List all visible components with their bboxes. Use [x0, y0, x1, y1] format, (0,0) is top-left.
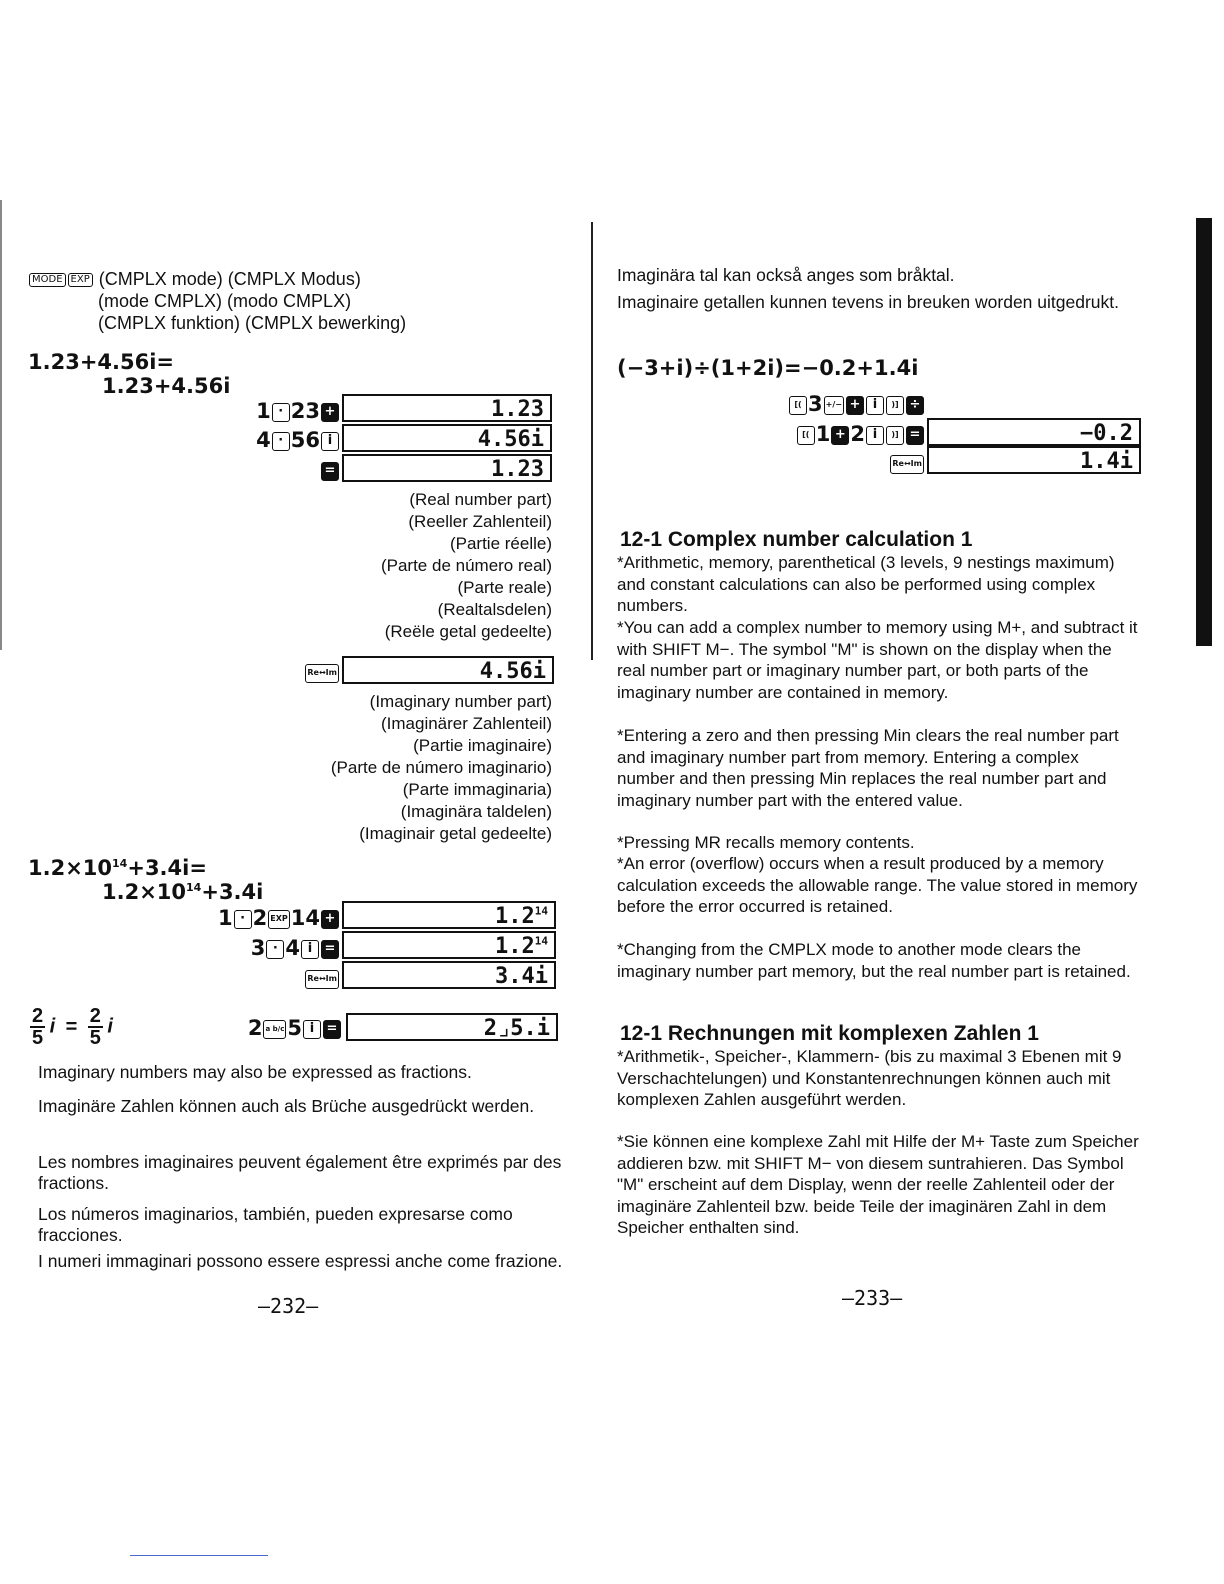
ex4-row2-keys: [( 1 + 2 i )] =: [720, 422, 925, 446]
real-label-it: (Parte reale): [457, 578, 552, 597]
section1-heading: 12-1 Complex number calculation 1: [620, 528, 973, 551]
real-label-en: (Real number part): [409, 490, 552, 509]
plus-key[interactable]: +: [321, 403, 339, 422]
real-label-de: (Reeller Zahlenteil): [408, 512, 552, 531]
ex1-swap-keys: [220, 660, 340, 684]
imag-label-de: (Imaginärer Zahlenteil): [380, 714, 552, 733]
sec1-bullet-5: *An error (overflow) occurs when a result produced by a memory calculation exceeds the allowable range. The value stored in memory before the error occurred is retained.: [617, 854, 1138, 916]
fractions-it: I numeri immaginari possono essere espressi anche come frazione.: [38, 1251, 563, 1271]
ex2-row2-keys: 3 · 4 i =: [160, 936, 340, 960]
example1-expr: 1.23+4.56i: [102, 374, 231, 398]
imag-label-sv: (Imaginära taldelen): [400, 802, 552, 821]
close-paren-key[interactable]: )]: [886, 396, 904, 415]
footer-underline: [130, 1555, 268, 1556]
imag-label-nl: (Imaginair getal gedeelte): [359, 824, 552, 843]
left-edge-mark: [0, 200, 2, 650]
real-label-fr: (Partie réelle): [449, 534, 552, 553]
ex1-row2-keys: 4 · 56 i: [220, 428, 340, 452]
plus-key[interactable]: +: [831, 426, 849, 445]
section2-heading: 12-1 Rechnungen mit komplexen Zahlen 1: [620, 1022, 1039, 1045]
exp-key[interactable]: EXP: [68, 273, 93, 287]
sec1-bullet-6: *Changing from the CMPLX mode to another mode clears the imaginary number part memory, but the real number part is retained.: [617, 940, 1131, 981]
fraction-key[interactable]: a b/c: [263, 1020, 286, 1039]
example4-title: (−3+i)÷(1+2i)=−0.2+1.4i: [617, 356, 919, 380]
real-label-nl: (Reële getal gedeelte): [384, 622, 552, 641]
equals-key[interactable]: =: [321, 462, 339, 481]
intro-nl: Imaginaire getallen kunnen tevens in breuken worden uitgedrukt.: [617, 292, 1119, 312]
i-key[interactable]: i: [303, 1020, 321, 1039]
ex2-display-2: $1.2^{14}$: [342, 931, 556, 959]
close-paren-key[interactable]: )]: [886, 426, 904, 445]
sign-key[interactable]: +/−: [824, 396, 844, 415]
sec2-bullet-1: *Arithmetik-, Speicher-, Klammern- (bis zu maximal 3 Ebenen mit 9 Verschachtelungen) und Konstantenrechnungen können auch mit komplexen Zahlen ausgeführt werden.: [617, 1047, 1122, 1109]
ex3-display: 2⌟5.i: [346, 1013, 558, 1041]
equals-key[interactable]: =: [323, 1020, 341, 1039]
mode-line-3: (CMPLX funktion) (CMPLX bewerking): [98, 313, 407, 333]
ex3-keys: 2 a b/c 5 i =: [200, 1016, 342, 1040]
ex2-display-1: $1.2^{14}$: [342, 901, 556, 929]
ex2-row1-keys: 1 · 2 EXP 14 +: [160, 906, 340, 930]
right-edge-bar: [1196, 218, 1212, 646]
sec1-bullet-4: *Pressing MR recalls memory contents.: [617, 833, 915, 852]
decimal-key[interactable]: ·: [234, 910, 252, 929]
mode-text-1: (CMPLX mode) (CMPLX Modus): [98, 269, 361, 289]
fractions-es: Los números imaginarios, también, pueden expresarse como fracciones.: [38, 1204, 513, 1245]
page-number-right: —233—: [842, 1286, 903, 1310]
example2-expr: $1.2\times 10^{14}+3.4i$: [102, 880, 264, 904]
fractions-de: Imaginäre Zahlen können auch als Brüche ausgedrückt werden.: [38, 1096, 535, 1116]
i-key[interactable]: i: [866, 396, 884, 415]
open-paren-key[interactable]: [(: [789, 396, 807, 415]
sec1-bullet-3: *Entering a zero and then pressing Min clears the real number part and imaginary number part from memory. Entering a complex number and then pressing Min replaces the real number part and imaginary number part with the entered value.: [617, 726, 1119, 810]
page-divider: [591, 222, 593, 660]
mode-line-1: [28, 268, 361, 290]
re-im-key[interactable]: Re↔Im: [305, 970, 339, 989]
equals-key[interactable]: =: [906, 426, 924, 445]
ex4-row1-keys: [( 3 +/− + i )] ÷: [720, 392, 925, 416]
real-label-es: (Parte de número real): [380, 556, 552, 575]
imag-label-fr: (Partie imaginaire): [413, 736, 552, 755]
page-number-left: —232—: [258, 1294, 319, 1318]
ex1-row1-keys: 1 · 23 +: [220, 399, 340, 423]
ex4-row3-keys: [720, 451, 925, 475]
mode-key[interactable]: MODE: [29, 273, 66, 287]
mode-line-2: (mode CMPLX) (modo CMPLX): [98, 291, 352, 311]
fractions-en: Imaginary numbers may also be expressed as fractions.: [38, 1062, 472, 1082]
ex4-display-2: 1.4i: [927, 446, 1141, 474]
i-key[interactable]: i: [301, 940, 319, 959]
sec1-bullet-1: *Arithmetic, memory, parenthetical (3 levels, 9 nestings maximum) and constant calculations can also be performed using complex numbers.: [617, 553, 1115, 615]
plus-key[interactable]: +: [321, 910, 339, 929]
plus-key[interactable]: +: [846, 396, 864, 415]
decimal-key[interactable]: ·: [272, 432, 290, 451]
decimal-key[interactable]: ·: [272, 403, 290, 422]
ex2-display-3: 3.4i: [342, 961, 556, 989]
re-im-key[interactable]: Re↔Im: [305, 664, 339, 683]
example2-title: $1.2\times 10^{14}+3.4i=$: [28, 856, 207, 880]
i-key[interactable]: i: [866, 426, 884, 445]
example1-title: 1.23+4.56i=: [28, 350, 175, 374]
ex4-display-1: −0.2: [927, 418, 1141, 446]
ex2-row3-keys: [160, 966, 340, 990]
equals-key[interactable]: =: [321, 940, 339, 959]
ex1-display-3: 1.23: [342, 454, 552, 482]
imag-label-it: (Parte immaginaria): [402, 780, 552, 799]
intro-sv: Imaginära tal kan också anges som bråktal.: [617, 265, 955, 285]
fraction-2-5: $\frac{2}{5}$: [32, 1005, 44, 1049]
exp-key[interactable]: EXP: [268, 910, 290, 929]
fractions-fr: Les nombres imaginaires peuvent également être exprimés par des fractions.: [38, 1152, 562, 1193]
imag-label-en: (Imaginary number part): [369, 692, 552, 711]
i-key[interactable]: i: [321, 432, 339, 451]
example3-equation: $\frac{2}{5}$ i = $\frac{2}{5}$ i: [32, 1005, 113, 1049]
sec2-bullet-2: *Sie können eine komplexe Zahl mit Hilfe der M+ Taste zum Speicher addieren bzw. mit SHIFT M− von diesem suntrahieren. Das Symbol "M" erscheint auf dem Display, wenn der reelle Zahlenteil oder der imaginäre Zahlenteil bzw. beide Teile der imaginären Zahl in dem Speicher enthalten sind.: [617, 1132, 1139, 1237]
ex1-display-2: 4.56i: [342, 424, 552, 452]
ex1-row3-keys: [220, 458, 340, 482]
fraction-2-5b: $\frac{2}{5}$: [89, 1005, 101, 1049]
ex1-swap-display: 4.56i: [342, 656, 554, 684]
open-paren-key[interactable]: [(: [797, 426, 815, 445]
imag-label-es: (Parte de número imaginario): [330, 758, 552, 777]
decimal-key[interactable]: ·: [266, 940, 284, 959]
ex1-display-1: 1.23: [342, 394, 552, 422]
divide-key[interactable]: ÷: [906, 396, 924, 415]
re-im-key[interactable]: Re↔Im: [890, 455, 924, 474]
real-label-sv: (Realtalsdelen): [437, 600, 552, 619]
sec1-bullet-2: *You can add a complex number to memory using M+, and subtract it with SHIFT M−. The symbol "M" is shown on the display when the real number part or imaginary number part, or both parts of the imaginary number are contained in memory.: [617, 618, 1138, 702]
